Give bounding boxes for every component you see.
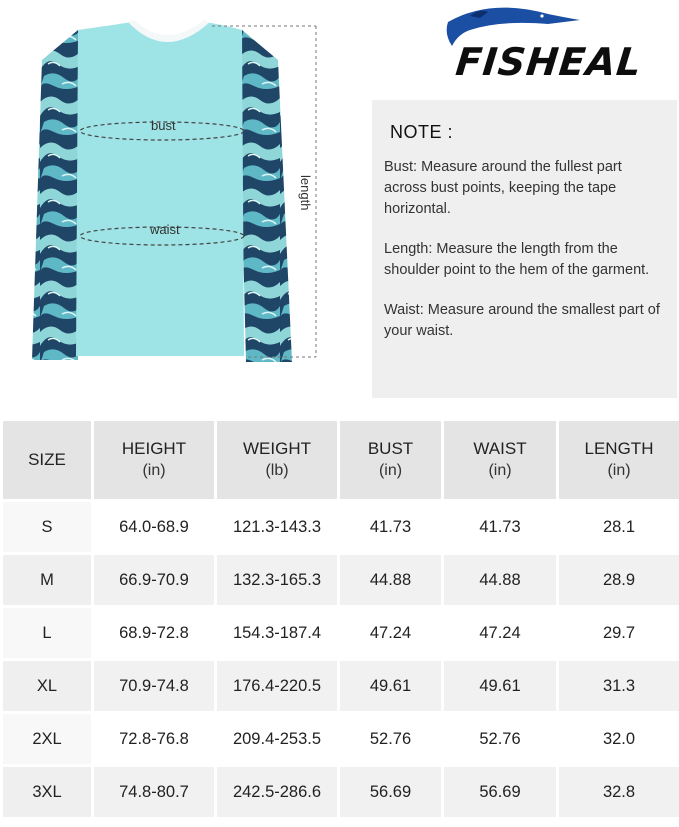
shirt-illustration — [0, 0, 360, 400]
table-row — [2, 607, 679, 660]
cell-size: M — [2, 554, 93, 607]
note-waist-text: Waist: Measure around the smallest part of your waist. — [384, 302, 660, 339]
cell-size: 2XL — [2, 713, 93, 766]
cell-length: 28.1 — [558, 501, 679, 554]
cell-size: XL — [2, 660, 93, 713]
cell-waist: 49.61 — [443, 660, 558, 713]
note-box — [372, 100, 677, 398]
cell-bust: 41.73 — [339, 501, 443, 554]
cell-length: 31.3 — [558, 660, 679, 713]
cell-height: 66.9-70.9 — [93, 554, 216, 607]
cell-waist: 52.76 — [443, 713, 558, 766]
shirt-body — [76, 22, 244, 356]
cell-weight: 132.3-165.3 — [216, 554, 339, 607]
cell-bust: 44.88 — [339, 554, 443, 607]
cell-height: 74.8-80.7 — [93, 766, 216, 819]
header-length: LENGTH (in) — [558, 420, 679, 501]
table-row — [2, 713, 679, 766]
cell-waist: 47.24 — [443, 607, 558, 660]
cell-height: 70.9-74.8 — [93, 660, 216, 713]
cell-size: L — [2, 607, 93, 660]
cell-length: 28.9 — [558, 554, 679, 607]
note-title: NOTE : — [390, 122, 454, 142]
table-row — [2, 660, 679, 713]
right-sleeve — [240, 30, 292, 362]
header-weight: WEIGHT (lb) — [216, 420, 339, 501]
cell-length: 29.7 — [558, 607, 679, 660]
cell-size: 3XL — [2, 766, 93, 819]
cell-weight: 121.3-143.3 — [216, 501, 339, 554]
cell-bust: 56.69 — [339, 766, 443, 819]
cell-bust: 49.61 — [339, 660, 443, 713]
cell-waist: 44.88 — [443, 554, 558, 607]
cell-length: 32.0 — [558, 713, 679, 766]
left-sleeve — [32, 30, 82, 360]
table-row — [2, 766, 679, 819]
table-row — [2, 501, 679, 554]
cell-bust: 52.76 — [339, 713, 443, 766]
cell-weight: 242.5-286.6 — [216, 766, 339, 819]
table-header-row — [2, 420, 679, 501]
cell-waist: 56.69 — [443, 766, 558, 819]
size-chart-table — [0, 418, 679, 820]
cell-size: S — [2, 501, 93, 554]
header-waist: WAIST (in) — [443, 420, 558, 501]
cell-waist: 41.73 — [443, 501, 558, 554]
cell-length: 32.8 — [558, 766, 679, 819]
cell-height: 64.0-68.9 — [93, 501, 216, 554]
table-row — [2, 554, 679, 607]
waist-label: waist — [150, 222, 180, 237]
cell-weight: 154.3-187.4 — [216, 607, 339, 660]
cell-weight: 209.4-253.5 — [216, 713, 339, 766]
note-length-text: Length: Measure the length from the shoulder point to the hem of the garment. — [384, 241, 650, 278]
bust-label: bust — [151, 118, 176, 133]
cell-weight: 176.4-220.5 — [216, 660, 339, 713]
brand-logo-text: FISHEAL — [453, 40, 645, 84]
header-bust: BUST (in) — [339, 420, 443, 501]
header-size: SIZE — [2, 420, 93, 501]
cell-height: 68.9-72.8 — [93, 607, 216, 660]
header-height: HEIGHT (in) — [93, 420, 216, 501]
length-label: length — [298, 175, 313, 211]
cell-height: 72.8-76.8 — [93, 713, 216, 766]
note-bust-text: Bust: Measure around the fullest part across bust points, keeping the tape horizontal. — [384, 159, 622, 217]
cell-bust: 47.24 — [339, 607, 443, 660]
